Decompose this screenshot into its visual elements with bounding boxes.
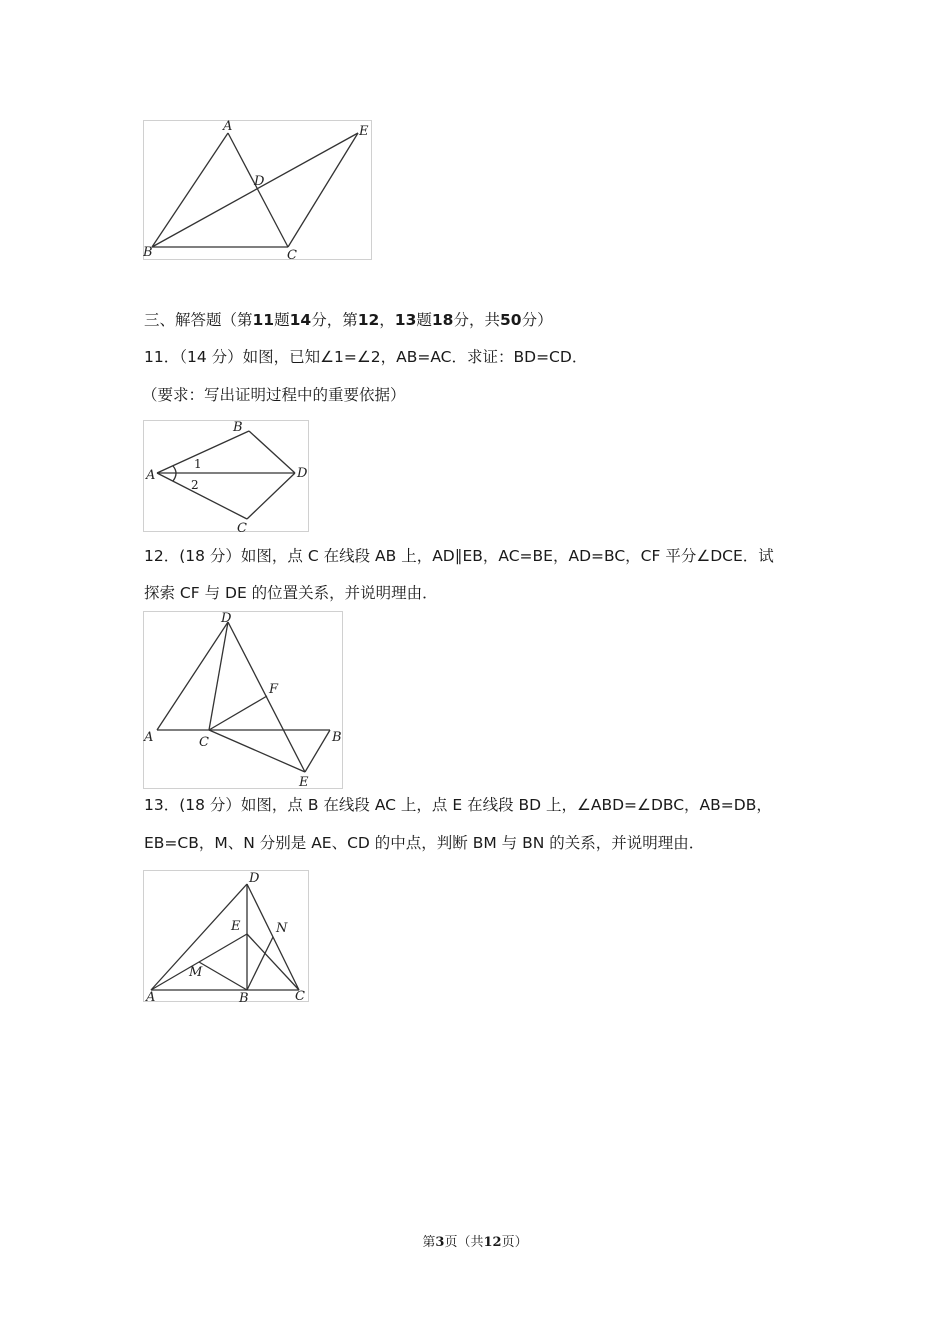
figure-frame bbox=[144, 871, 309, 1002]
label-B: B bbox=[332, 730, 342, 745]
label-B: B bbox=[239, 991, 249, 1005]
label-F: F bbox=[269, 682, 279, 697]
section-text: 题 bbox=[416, 311, 432, 329]
label-C: C bbox=[237, 521, 247, 535]
segment-AB bbox=[157, 431, 249, 473]
figure-q11-svg bbox=[143, 419, 311, 535]
figure-q10-svg bbox=[143, 119, 373, 264]
section-q13: 13 bbox=[394, 311, 417, 329]
segment-AB bbox=[152, 133, 228, 247]
footer-total-pages: 12 bbox=[483, 1235, 502, 1250]
section-text: 分，第 bbox=[311, 311, 358, 329]
label-E: E bbox=[359, 124, 369, 139]
section-total: 50 bbox=[499, 311, 522, 329]
label-A: A bbox=[223, 119, 233, 134]
footer-text: 第 bbox=[422, 1235, 436, 1250]
figure-q13 bbox=[143, 869, 311, 1005]
section-text: 分） bbox=[521, 311, 553, 329]
section-text: 三、解答题（第 bbox=[144, 311, 253, 329]
section-text: 题 bbox=[274, 311, 290, 329]
label-E: E bbox=[231, 919, 241, 934]
segment-BE bbox=[152, 133, 358, 247]
figure-frame bbox=[144, 421, 309, 532]
section-text: ， bbox=[379, 311, 395, 329]
section-text: 分，共 bbox=[453, 311, 500, 329]
label-M: M bbox=[189, 965, 203, 980]
label-B: B bbox=[143, 245, 153, 260]
segment-MB bbox=[199, 962, 247, 990]
segment-BD bbox=[249, 431, 295, 473]
label-A: A bbox=[146, 990, 156, 1005]
q11-line2: （要求：写出证明过程中的重要依据） bbox=[142, 386, 406, 404]
label-A: A bbox=[144, 730, 154, 745]
section-q12: 12 bbox=[357, 311, 380, 329]
figure-q12 bbox=[143, 610, 345, 792]
figure-frame bbox=[144, 612, 343, 789]
section-heading bbox=[144, 310, 553, 330]
figure-q10 bbox=[143, 119, 373, 264]
section-score14: 14 bbox=[289, 311, 312, 329]
segment-CD bbox=[247, 473, 295, 519]
q13-line2: EB=CB，M、N 分别是 AE、CD 的中点，判断 BM 与 BN 的关系，并说明理由． bbox=[144, 834, 705, 852]
segment-CE bbox=[288, 133, 358, 247]
segment-AC bbox=[228, 133, 288, 247]
section-score18: 18 bbox=[431, 311, 454, 329]
label-angle1: 1 bbox=[194, 457, 202, 471]
footer-text: 页（共 bbox=[444, 1235, 484, 1250]
label-B: B bbox=[233, 420, 243, 435]
label-angle2: 2 bbox=[191, 478, 199, 492]
segment-BE bbox=[305, 730, 330, 772]
q12-line2: 探索 CF 与 DE 的位置关系，并说明理由． bbox=[144, 584, 438, 602]
label-D: D bbox=[249, 871, 260, 886]
label-A: A bbox=[146, 468, 156, 483]
figure-q13-svg bbox=[143, 869, 311, 1005]
segment-BN bbox=[247, 937, 273, 990]
label-D: D bbox=[297, 466, 308, 481]
page-footer bbox=[0, 1231, 950, 1250]
label-E: E bbox=[299, 775, 309, 790]
segment-CF bbox=[209, 696, 267, 730]
q13-line1: 13．(18 分）如图，点 B 在线段 AC 上，点 E 在线段 BD 上，∠ABD=∠DBC，AB=DB， bbox=[144, 796, 772, 814]
segment-AD bbox=[157, 622, 228, 730]
figure-q11 bbox=[143, 419, 311, 535]
segment-EC bbox=[247, 934, 299, 990]
label-C: C bbox=[287, 248, 297, 263]
segment-DC bbox=[209, 622, 228, 730]
figure-q12-svg bbox=[143, 610, 345, 792]
q12-line1: 12．(18 分）如图，点 C 在线段 AB 上，AD∥EB，AC=BE，AD=BC，CF 平分∠DCE．试 bbox=[144, 547, 774, 565]
section-q11: 11 bbox=[252, 311, 275, 329]
label-N: N bbox=[276, 921, 288, 936]
q11-line1: 11．（14 分）如图，已知∠1=∠2，AB=AC．求证：BD=CD． bbox=[144, 348, 588, 366]
footer-page-number: 3 bbox=[435, 1235, 445, 1250]
label-C: C bbox=[295, 989, 305, 1004]
segment-AC bbox=[157, 473, 247, 519]
label-D: D bbox=[221, 611, 232, 626]
segment-CE bbox=[209, 730, 305, 772]
label-C: C bbox=[199, 735, 209, 750]
footer-text: 页） bbox=[501, 1235, 528, 1250]
label-D: D bbox=[254, 174, 265, 189]
